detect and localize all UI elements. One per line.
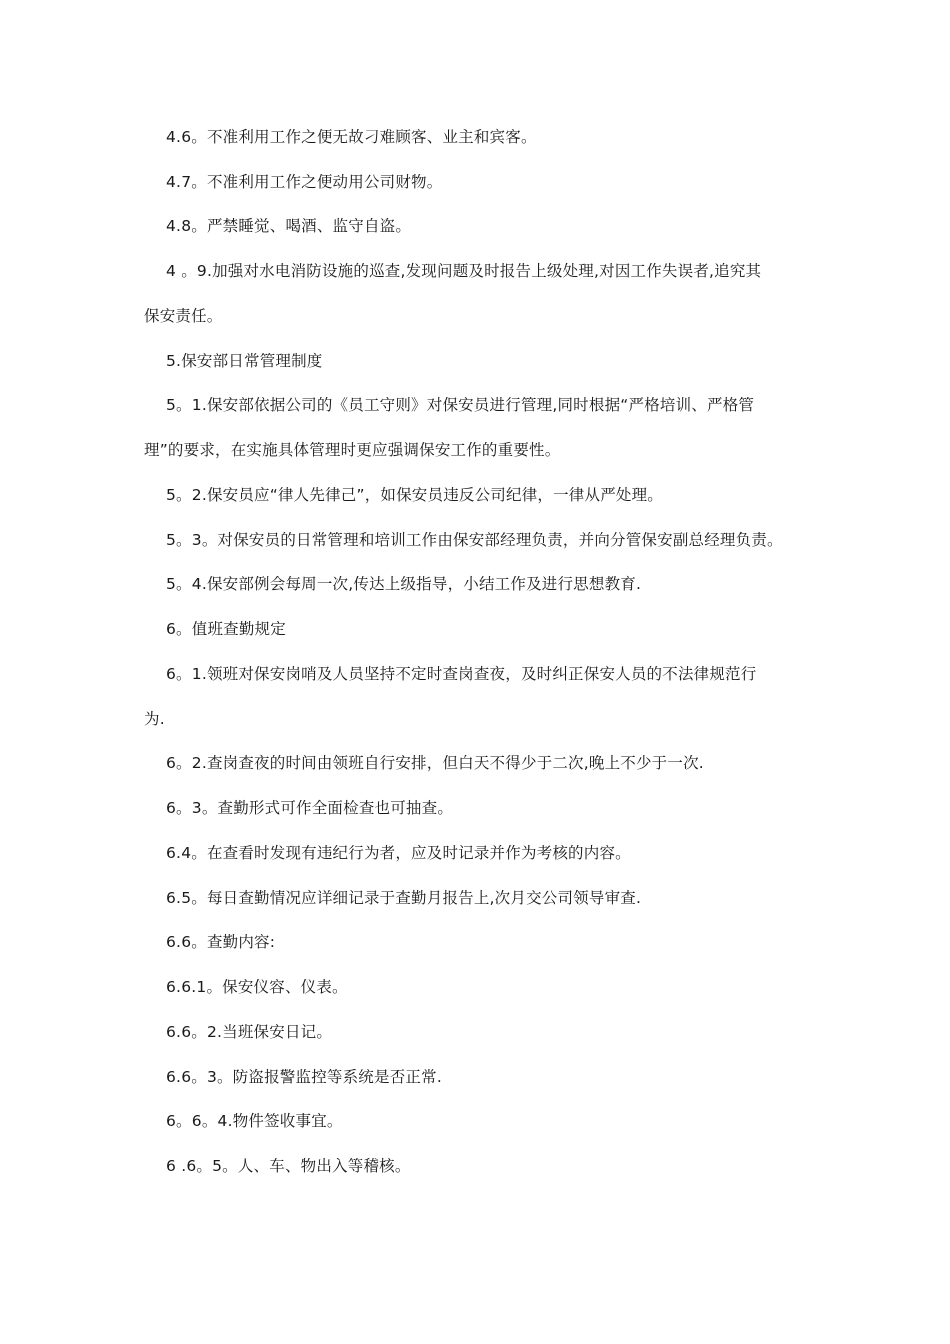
- clause-5-2: 5。2.保安员应“律人先律己”，如保安员违反公司纪律，一律从严处理。: [166, 486, 664, 504]
- clause-6-1-continued: 为.: [144, 710, 165, 728]
- clause-6-5: 6.5。每日查勤情况应详细记录于查勤月报告上,次月交公司领导审查.: [166, 889, 642, 907]
- clause-5-1-continued: 理”的要求，在实施具体管理时更应强调保安工作的重要性。: [144, 441, 561, 459]
- clause-5-4: 5。4.保安部例会每周一次,传达上级指导，小结工作及进行思想教育.: [166, 575, 642, 593]
- clause-6-6: 6.6。查勤内容:: [166, 933, 276, 951]
- clause-5-3: 5。3。对保安员的日常管理和培训工作由保安部经理负责，并向分管保安副总经理负责。: [166, 531, 783, 549]
- clause-4-9: 4 。9.加强对水电消防设施的巡查,发现问题及时报告上级处理,对因工作失误者,追究其: [166, 262, 762, 280]
- clause-6-6-5: 6 .6。5。人、车、物出入等稽核。: [166, 1157, 411, 1175]
- clause-6-6-4: 6。6。4.物件签收事宜。: [166, 1112, 343, 1130]
- clause-6-6-1: 6.6.1。保安仪容、仪表。: [166, 978, 348, 996]
- clause-6-4: 6.4。在查看时发现有违纪行为者，应及时记录并作为考核的内容。: [166, 844, 631, 862]
- clause-4-9-continued: 保安责任。: [144, 307, 223, 325]
- clause-6-1: 6。1.领班对保安岗哨及人员坚持不定时查岗查夜，及时纠正保安人员的不法律规范行: [166, 665, 757, 683]
- section-6-heading: 6。值班查勤规定: [166, 620, 286, 638]
- clause-4-7: 4.7。不准利用工作之便动用公司财物。: [166, 173, 443, 191]
- clause-5-1: 5。1.保安部依据公司的《员工守则》对保安员进行管理,同时根据“严格培训、严格管: [166, 396, 755, 414]
- clause-6-2: 6。2.查岗查夜的时间由领班自行安排，但白天不得少于二次,晚上不少于一次.: [166, 754, 704, 772]
- clause-6-6-3: 6.6。3。防盗报警监控等系统是否正常.: [166, 1068, 442, 1086]
- clause-6-6-2: 6.6。2.当班保安日记。: [166, 1023, 333, 1041]
- clause-6-3: 6。3。查勤形式可作全面检查也可抽查。: [166, 799, 454, 817]
- clause-4-6: 4.6。不准利用工作之便无故刁难顾客、业主和宾客。: [166, 128, 537, 146]
- clause-4-8: 4.8。严禁睡觉、喝酒、监守自盗。: [166, 217, 412, 235]
- section-5-heading: 5.保安部日常管理制度: [166, 352, 323, 370]
